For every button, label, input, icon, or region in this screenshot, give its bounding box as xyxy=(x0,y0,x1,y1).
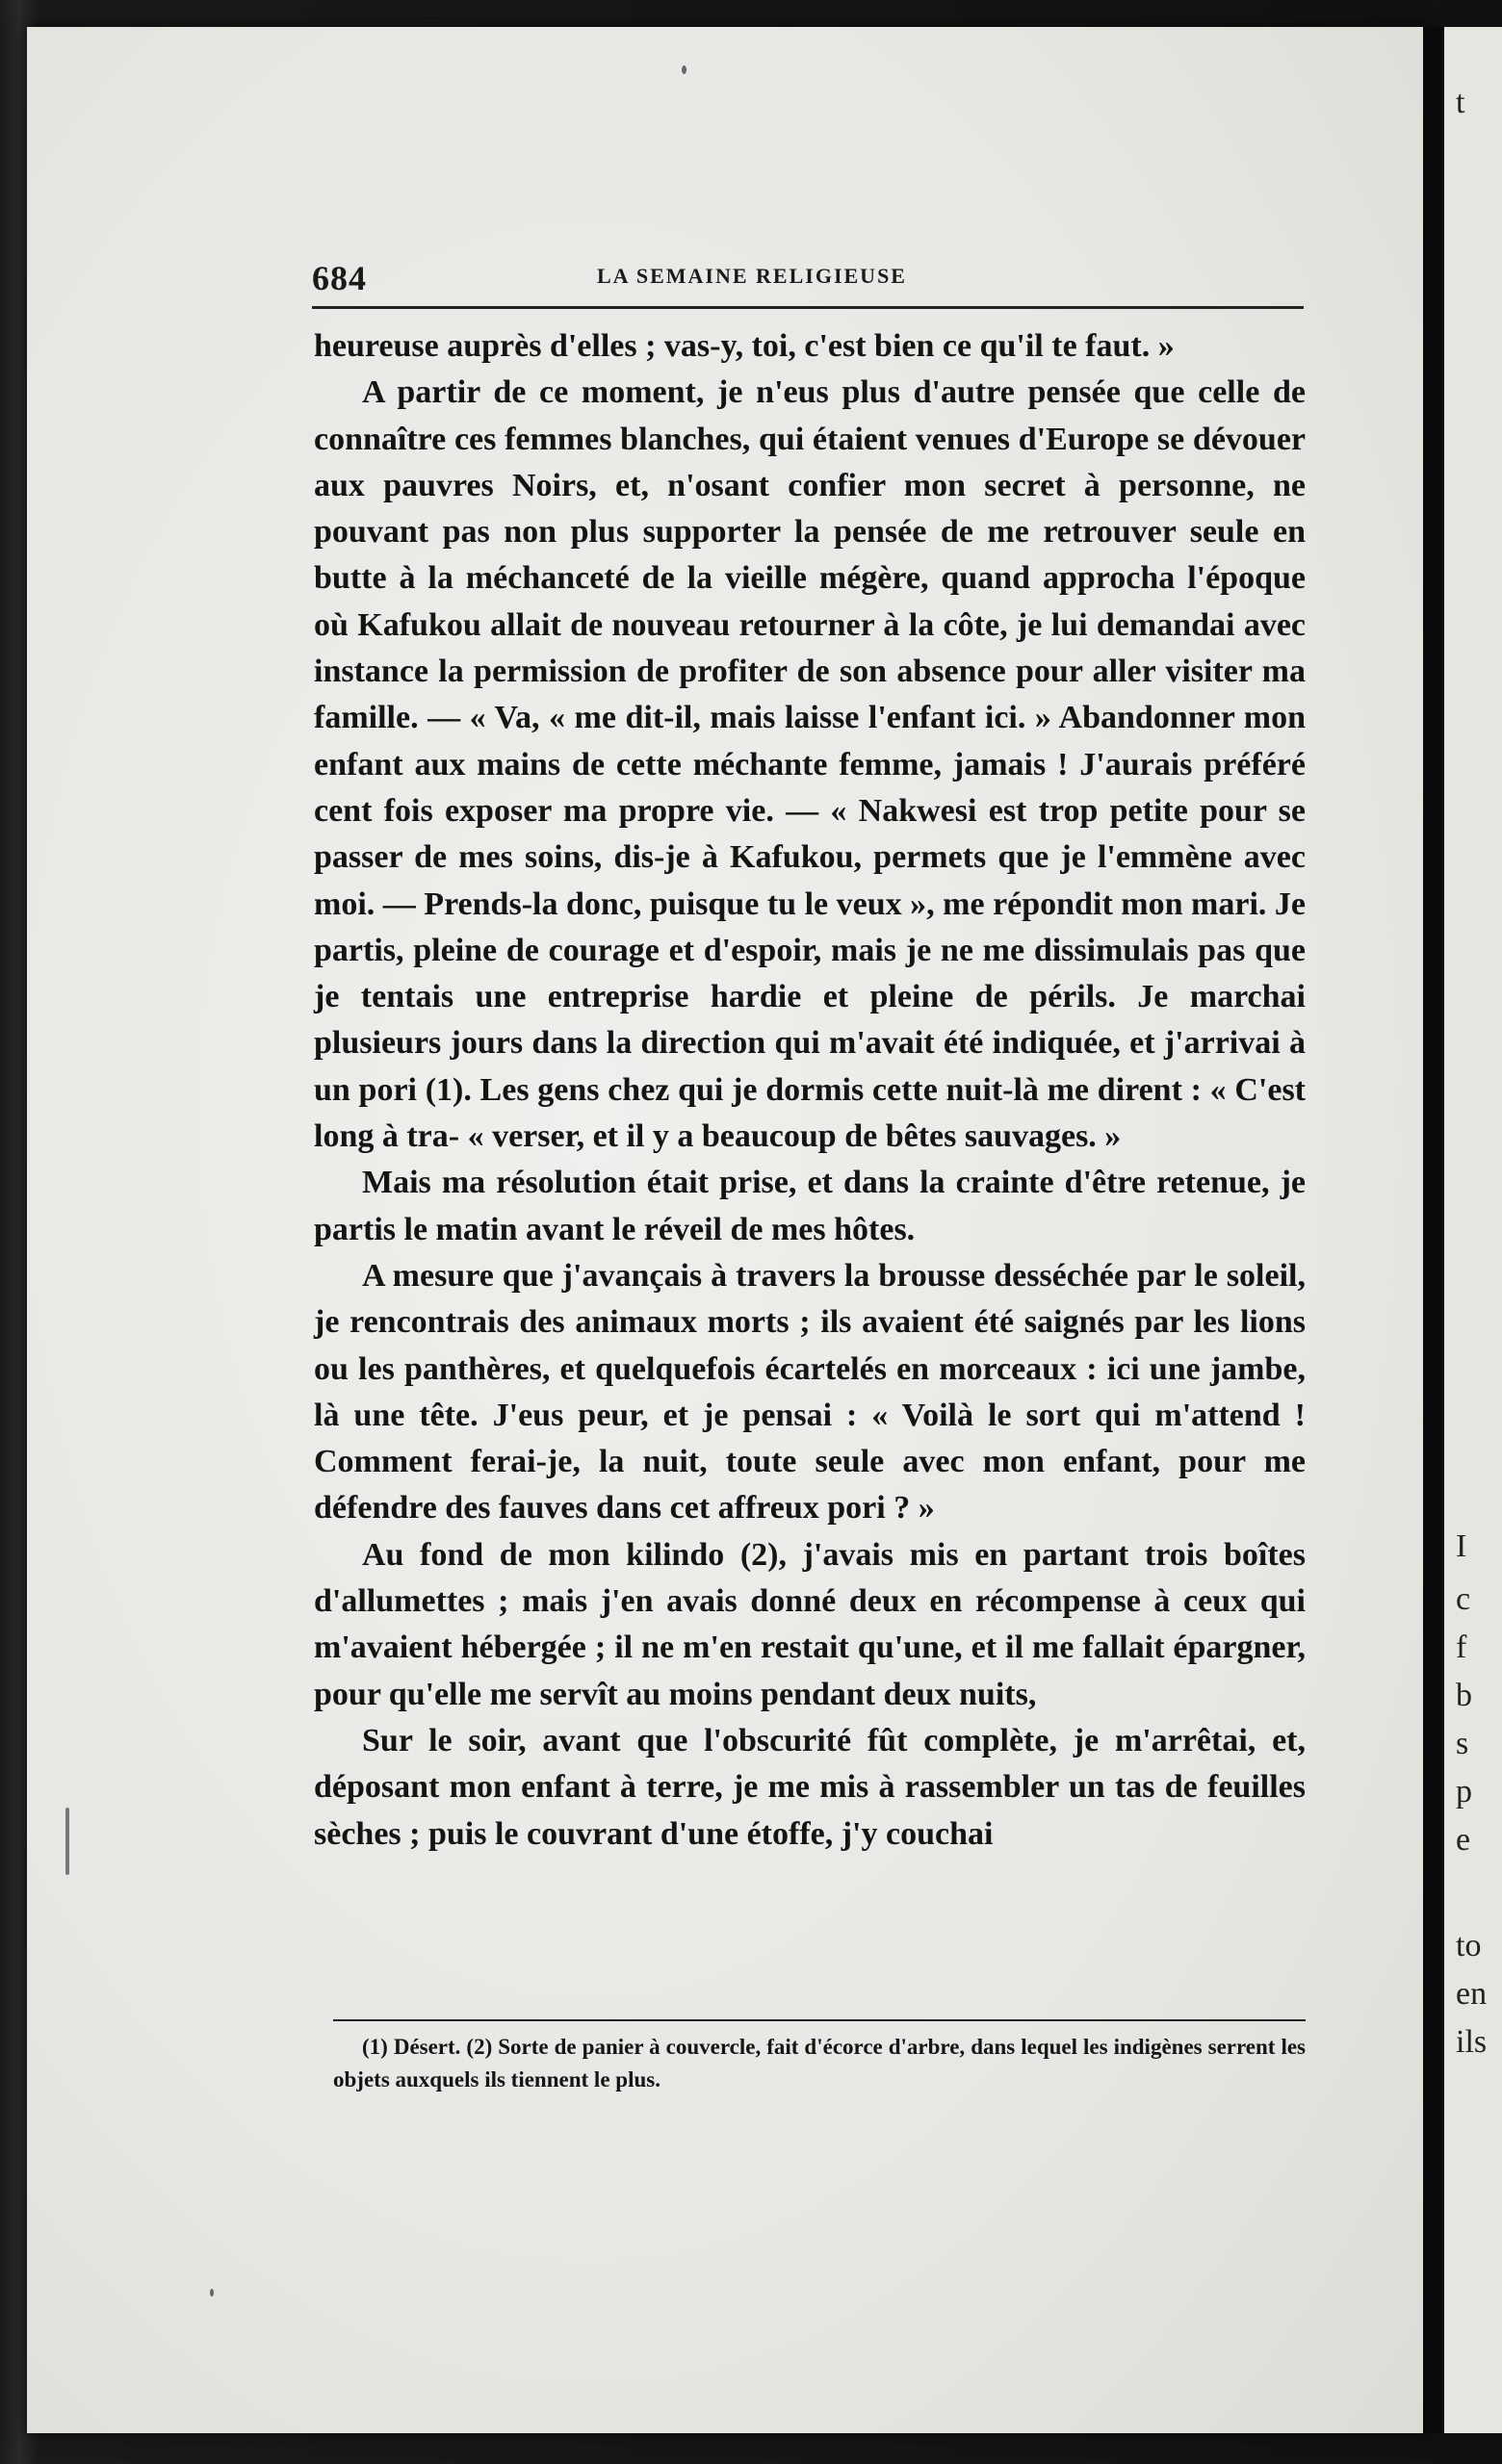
scan-speck xyxy=(210,2289,214,2297)
page-header xyxy=(312,252,1304,309)
adjacent-page-edge xyxy=(1444,27,1502,2433)
adjacent-page-letter: c xyxy=(1456,1581,1471,1617)
adjacent-page-letter: ils xyxy=(1456,2024,1488,2060)
page-gutter xyxy=(1423,27,1444,2433)
adjacent-page-letter: p xyxy=(1456,1774,1472,1810)
scan-speck xyxy=(682,65,686,74)
adjacent-page-letter: to xyxy=(1456,1928,1482,1964)
adjacent-page-letter: e xyxy=(1456,1822,1471,1858)
footnote-text: (1) Désert. (2) Sorte de panier à couvercle, fait d'écorce d'arbre, dans lequel les indigènes serrent les objets auxquels ils tiennent le plus. xyxy=(333,2035,1306,2092)
adjacent-page-letter: I xyxy=(1456,1528,1467,1564)
paragraph: A mesure que j'avançais à travers la brousse desséchée par le soleil, je rencontrais des animaux morts ; ils avaient été saignés par les lions ou les panthères, et quelquefois écartelés en morceaux : ici une jambe, là une tête. J'eus peur, et je pensai : « Voilà le sort qui m'attend ! Comment ferai-je, la nuit, toute seule avec mon enfant, pour me défendre des fauves dans cet affreux pori ? » xyxy=(314,1257,1306,1527)
body-text xyxy=(314,323,1306,1858)
adjacent-page-letter: t xyxy=(1456,85,1465,120)
running-title: LA SEMAINE RELIGIEUSE xyxy=(597,264,907,288)
paragraph: A partir de ce moment, je n'eus plus d'autre pensée que celle de connaître ces femmes blanches, qui étaient venues d'Europe se dévouer aux pauvres Noirs, et, n'osant confier mon secret à personne, ne pouvant pas non plus supporter la pensée de me retrouver seule en butte à la méchanceté de la vieille mégère, quand approcha l'époque où Kafukou allait de nouveau retourner à la côte, je lui demandai avec instance la permission de profiter de son absence pour aller visiter ma famille. — « Va, « me dit-il, mais laisse l'enfant ici. » Abandonner mon enfant aux mains de cette méchante femme, jamais ! J'aurais préféré cent fois exposer ma propre vie. — « Nakwesi est trop petite pour se passer de mes soins, dis-je à Kafukou, permets que je l'emmène avec moi. — Prends-la donc, puisque tu le veux », me répondit mon mari. Je partis, pleine de courage et d'espoir, mais je ne me dissimulais pas que je tentais une entreprise hardie et pleine de périls. Je marchai plusieurs jours dans la direction qui m'avait été indiquée, et j'arrivai à un pori (1). Les gens chez qui je dormis cette nuit-là me dirent : « C'est long à tra- « verser, et il y a beaucoup de bêtes sauvages. » xyxy=(314,374,1306,1155)
adjacent-page-letter: s xyxy=(1456,1726,1469,1761)
page-number: 684 xyxy=(312,259,367,297)
adjacent-page-letter: b xyxy=(1456,1678,1472,1713)
footnote-divider xyxy=(333,2019,1306,2021)
adjacent-page-letter: en xyxy=(1456,1976,1488,2012)
adjacent-page-letter: f xyxy=(1456,1630,1467,1665)
scan-speck xyxy=(65,1808,69,1875)
paragraph: Au fond de mon kilindo (2), j'avais mis en partant trois boîtes d'allumettes ; mais j'en avais donné deux en récompense à ceux qui m'avaient hébergée ; il ne m'en restait qu'une, et il me fallait épargner, pour qu'elle me servît au moins pendant deux nuits, xyxy=(314,1536,1306,1712)
footnotes xyxy=(333,2031,1306,2096)
paragraph-continuation: heureuse auprès d'elles ; vas-y, toi, c'est bien ce qu'il te faut. » xyxy=(314,328,1175,364)
paragraph: Mais ma résolution était prise, et dans la crainte d'être retenue, je partis le matin avant le réveil de mes hôtes. xyxy=(314,1165,1306,1247)
paragraph: Sur le soir, avant que l'obscurité fût complète, je m'arrêtai, et, déposant mon enfant à terre, je me mis à rassembler un tas de feuilles sèches ; puis le couvrant d'une étoffe, j'y couchai xyxy=(314,1722,1306,1852)
